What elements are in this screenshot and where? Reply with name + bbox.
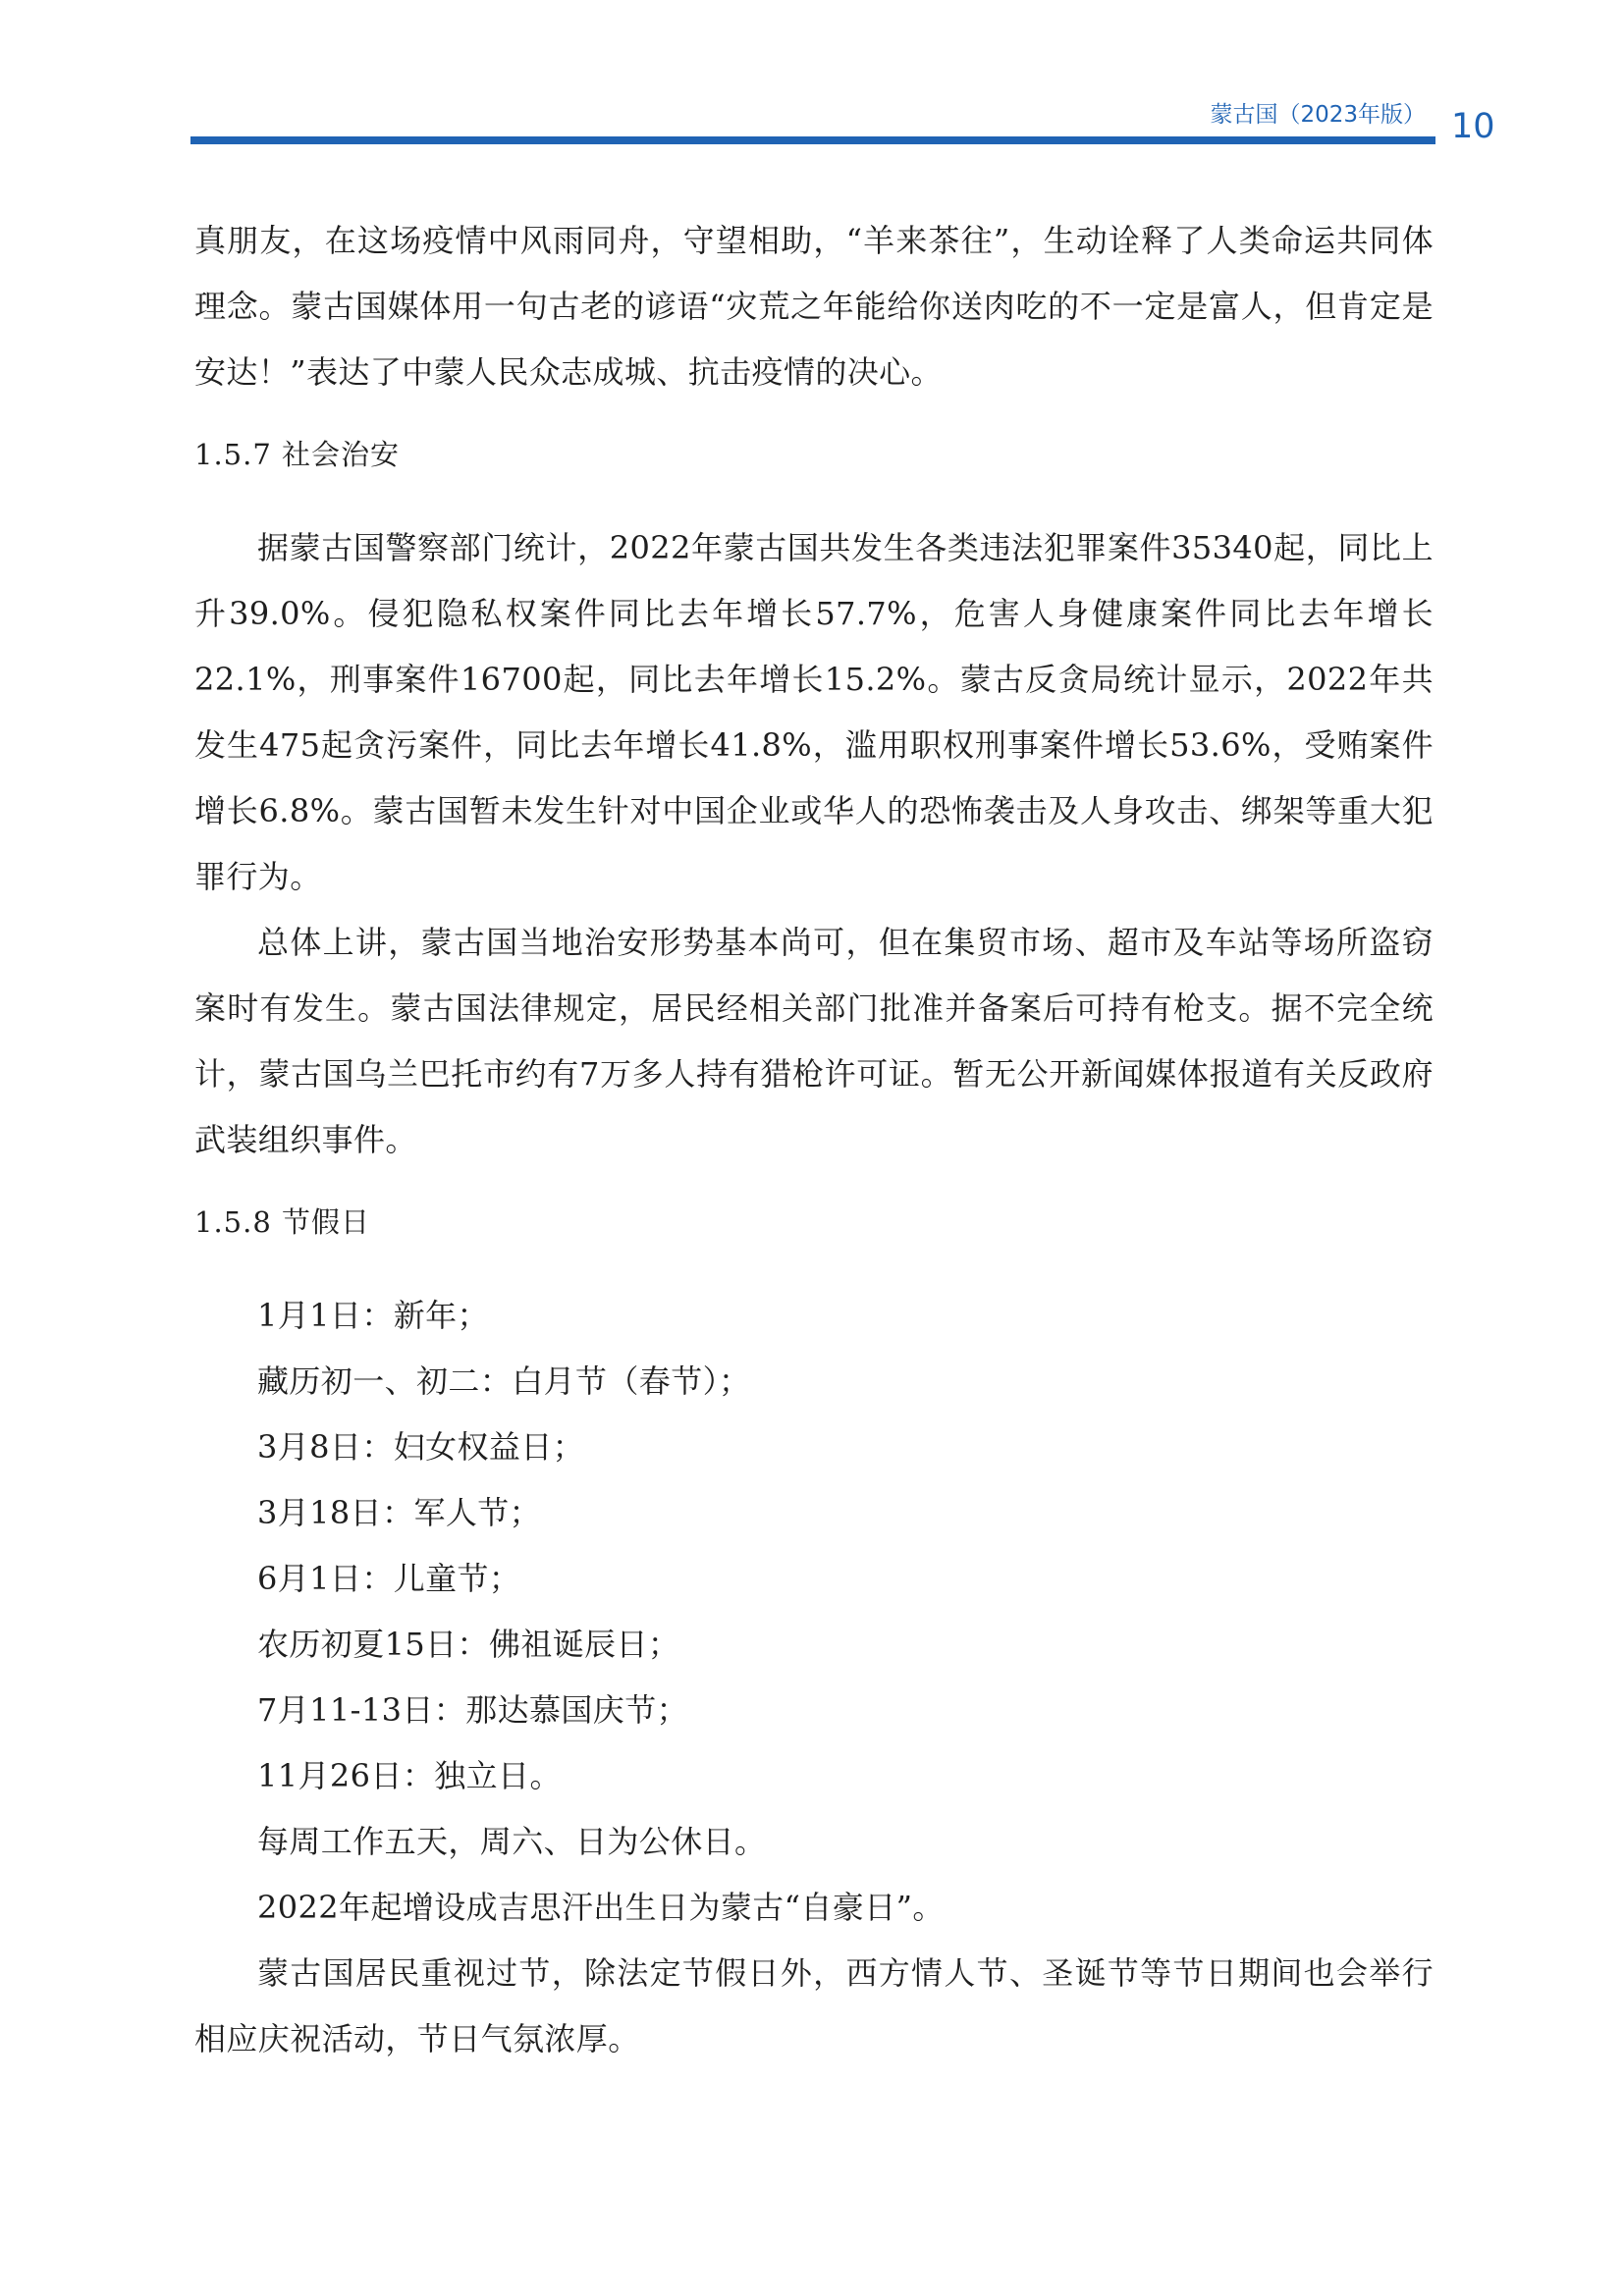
holiday-item: 11月26日：独立日。 bbox=[257, 1757, 562, 1794]
holiday-item: 7月11-13日：那达慕国庆节； bbox=[257, 1691, 689, 1729]
section-heading-holidays: 1.5.8 节假日 bbox=[194, 1205, 371, 1239]
holiday-item: 藏历初一、初二：白月节（春节）； bbox=[257, 1362, 751, 1400]
header-rule bbox=[190, 136, 1435, 144]
security-paragraph-1: 据蒙古国警察部门统计，2022年蒙古国共发生各类违法犯罪案件35340起，同比上升39.0%。侵犯隐私权案件同比去年增长57.7%，危害人身健康案件同比去年增长22.1%，刑事案件16700起，同比去年增长15.2%。蒙古反贪局统计显示，2022年共发生475起贪污案件，同比去年增长41.8%，滥用职权刑事案件增长53.6%，受贿案件增长6.8%。蒙古国暂未发生针对中国企业或华人的恐怖袭击及人身攻击、绑架等重大犯罪行为。 bbox=[194, 529, 1434, 895]
holiday-item: 3月18日：军人节； bbox=[257, 1494, 542, 1531]
holiday-item: 3月8日：妇女权益日； bbox=[257, 1428, 585, 1466]
intro-paragraph: 真朋友，在这场疫情中风雨同舟，守望相助，“羊来茶往”，生动诠释了人类命运共同体理念。蒙古国媒体用一句古老的谚语“灾荒之年能给你送肉吃的不一定是富人，但肯定是安达！”表达了中蒙人民众志成城、抗击疫情的决心。 bbox=[194, 222, 1434, 391]
holiday-item: 农历初夏15日：佛祖诞辰日； bbox=[257, 1626, 680, 1663]
holiday-item: 1月1日：新年； bbox=[257, 1297, 489, 1334]
page-body bbox=[194, 208, 1434, 2072]
holiday-item: 6月1日：儿童节； bbox=[257, 1560, 521, 1597]
section-heading-social-security: 1.5.7 社会治安 bbox=[194, 438, 401, 471]
holidays-closing-paragraph: 蒙古国居民重视过节，除法定节假日外，西方情人节、圣诞节等节日期间也会举行相应庆祝活动，节日气氛浓厚。 bbox=[194, 1954, 1434, 2057]
holiday-item: 每周工作五天，周六、日为公休日。 bbox=[257, 1823, 767, 1860]
running-header-title: 蒙古国（2023年版） bbox=[1210, 102, 1426, 128]
page-number: 10 bbox=[1451, 107, 1495, 146]
holiday-item: 2022年起增设成吉思汗出生日为蒙古“自豪日”。 bbox=[257, 1889, 945, 1926]
security-paragraph-2: 总体上讲，蒙古国当地治安形势基本尚可，但在集贸市场、超市及车站等场所盗窃案时有发生。蒙古国法律规定，居民经相关部门批准并备案后可持有枪支。据不完全统计，蒙古国乌兰巴托市约有7万多人持有猎枪许可证。暂无公开新闻媒体报道有关反政府武装组织事件。 bbox=[194, 924, 1434, 1158]
